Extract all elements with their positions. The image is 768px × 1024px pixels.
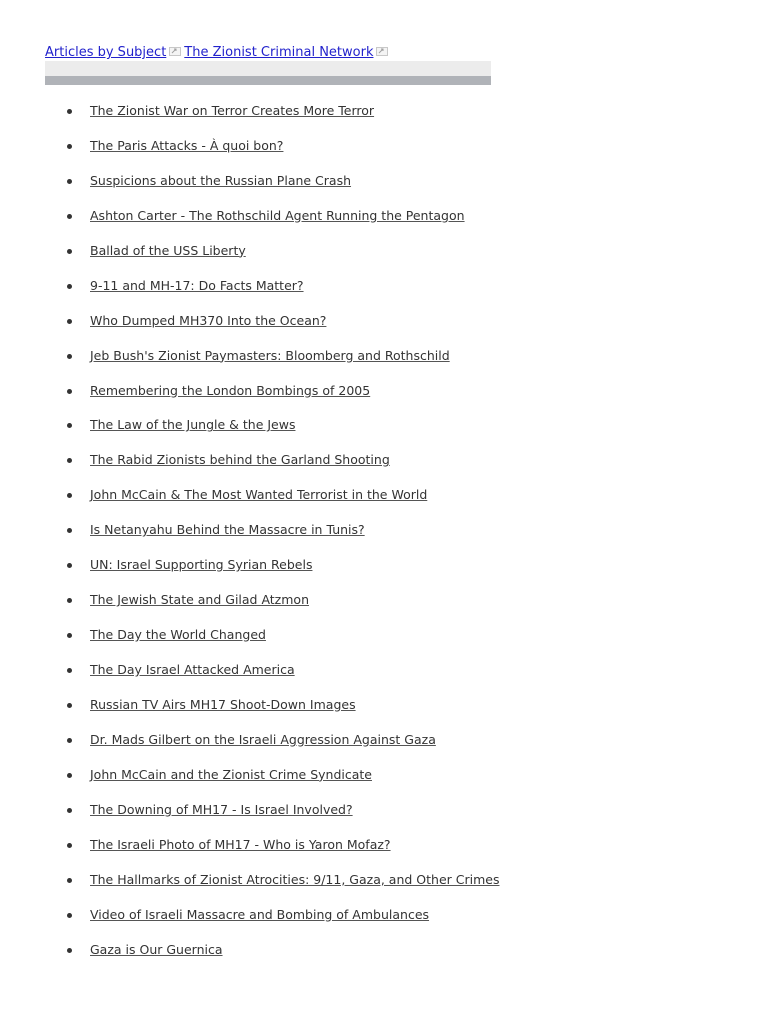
article-link[interactable]: Ashton Carter - The Rothschild Agent Running the Pentagon bbox=[90, 207, 465, 223]
article-link[interactable]: The Paris Attacks - À quoi bon? bbox=[90, 137, 284, 153]
bullet-icon bbox=[67, 913, 72, 918]
bullet-icon bbox=[67, 843, 72, 848]
article-link[interactable]: The Day Israel Attacked America bbox=[90, 662, 295, 677]
list-item bbox=[0, 415, 499, 450]
article-link[interactable]: Gaza is Our Guernica bbox=[90, 941, 223, 957]
list-item bbox=[0, 241, 499, 276]
bullet-icon bbox=[67, 598, 72, 603]
list-item bbox=[0, 765, 499, 800]
breadcrumb-link-zionist-criminal-network[interactable]: The Zionist Criminal Network bbox=[184, 45, 374, 60]
list-item bbox=[0, 590, 499, 625]
bullet-icon bbox=[67, 738, 72, 743]
bullet-icon bbox=[67, 878, 72, 883]
header-bar bbox=[45, 61, 491, 76]
article-link[interactable]: Is Netanyahu Behind the Massacre in Tunis? bbox=[90, 522, 365, 538]
article-link[interactable]: The Jewish State and Gilad Atzmon bbox=[90, 592, 309, 608]
bullet-icon bbox=[67, 144, 72, 149]
list-item bbox=[0, 311, 499, 346]
bullet-icon bbox=[67, 179, 72, 184]
list-item bbox=[0, 206, 499, 241]
article-link[interactable]: Video of Israeli Massacre and Bombing of Ambulances bbox=[90, 906, 430, 922]
list-item bbox=[0, 905, 499, 940]
bullet-icon bbox=[67, 703, 72, 708]
list-item bbox=[0, 870, 499, 905]
bullet-icon bbox=[67, 319, 72, 324]
article-link[interactable]: John McCain and the Zionist Crime Syndicate bbox=[90, 766, 372, 782]
list-item bbox=[0, 940, 499, 975]
list-item bbox=[0, 485, 499, 520]
breadcrumb-link-articles-by-subject[interactable]: Articles by Subject bbox=[45, 45, 167, 60]
article-link[interactable]: 9-11 and MH-17: Do Facts Matter? bbox=[90, 277, 304, 293]
article-link[interactable]: The Hallmarks of Zionist Atrocities: 9/11, Gaza, and Other Crimes bbox=[90, 871, 500, 887]
article-link[interactable]: Who Dumped MH370 Into the Ocean? bbox=[90, 312, 327, 328]
bullet-icon bbox=[67, 284, 72, 289]
list-item bbox=[0, 450, 499, 485]
bullet-icon bbox=[67, 214, 72, 219]
article-link[interactable]: Remembering the London Bombings of 2005 bbox=[90, 382, 371, 398]
article-link[interactable]: The Zionist War on Terror Creates More Terror bbox=[90, 103, 375, 118]
bullet-icon bbox=[67, 389, 72, 394]
list-item bbox=[0, 625, 499, 660]
list-item bbox=[0, 381, 499, 416]
list-item bbox=[0, 555, 499, 590]
bullet-icon bbox=[67, 948, 72, 953]
article-link[interactable]: The Israeli Photo of MH17 - Who is Yaron Mofaz? bbox=[90, 836, 391, 852]
article-link[interactable]: The Law of the Jungle & the Jews bbox=[90, 417, 296, 433]
bullet-icon bbox=[67, 528, 72, 533]
article-link[interactable]: Suspicions about the Russian Plane Crash bbox=[90, 172, 352, 188]
bullet-icon bbox=[67, 458, 72, 463]
bullet-icon bbox=[67, 249, 72, 254]
article-link[interactable]: John McCain & The Most Wanted Terrorist in the World bbox=[90, 487, 428, 503]
header-bar-divider bbox=[45, 76, 491, 85]
bullet-icon bbox=[67, 354, 72, 359]
list-item bbox=[0, 695, 499, 730]
list-item bbox=[0, 171, 499, 206]
list-item bbox=[0, 730, 499, 765]
list-item bbox=[0, 520, 499, 555]
article-link[interactable]: The Day the World Changed bbox=[90, 627, 266, 643]
article-link[interactable]: UN: Israel Supporting Syrian Rebels bbox=[90, 557, 313, 573]
article-link[interactable]: Jeb Bush's Zionist Paymasters: Bloomberg and Rothschild bbox=[90, 347, 450, 363]
article-link[interactable]: Russian TV Airs MH17 Shoot-Down Images bbox=[90, 696, 356, 712]
breadcrumb bbox=[45, 44, 391, 62]
external-link-icon bbox=[376, 47, 388, 56]
article-link[interactable]: Ballad of the USS Liberty bbox=[90, 242, 246, 258]
article-link[interactable]: Dr. Mads Gilbert on the Israeli Aggression Against Gaza bbox=[90, 731, 436, 747]
list-item bbox=[0, 101, 499, 136]
article-link[interactable]: The Rabid Zionists behind the Garland Shooting bbox=[90, 452, 390, 468]
bullet-icon bbox=[67, 493, 72, 498]
list-item bbox=[0, 835, 499, 870]
bullet-icon bbox=[67, 668, 72, 673]
article-link[interactable]: The Downing of MH17 - Is Israel Involved? bbox=[90, 801, 353, 817]
bullet-icon bbox=[67, 773, 72, 778]
bullet-icon bbox=[67, 633, 72, 638]
bullet-icon bbox=[67, 109, 72, 114]
list-item bbox=[0, 136, 499, 171]
bullet-icon bbox=[67, 808, 72, 813]
list-item bbox=[0, 346, 499, 381]
external-link-icon bbox=[169, 47, 181, 56]
bullet-icon bbox=[67, 423, 72, 428]
list-item bbox=[0, 800, 499, 835]
bullet-icon bbox=[67, 563, 72, 568]
article-list bbox=[0, 101, 499, 974]
list-item bbox=[0, 660, 499, 695]
list-item bbox=[0, 276, 499, 311]
